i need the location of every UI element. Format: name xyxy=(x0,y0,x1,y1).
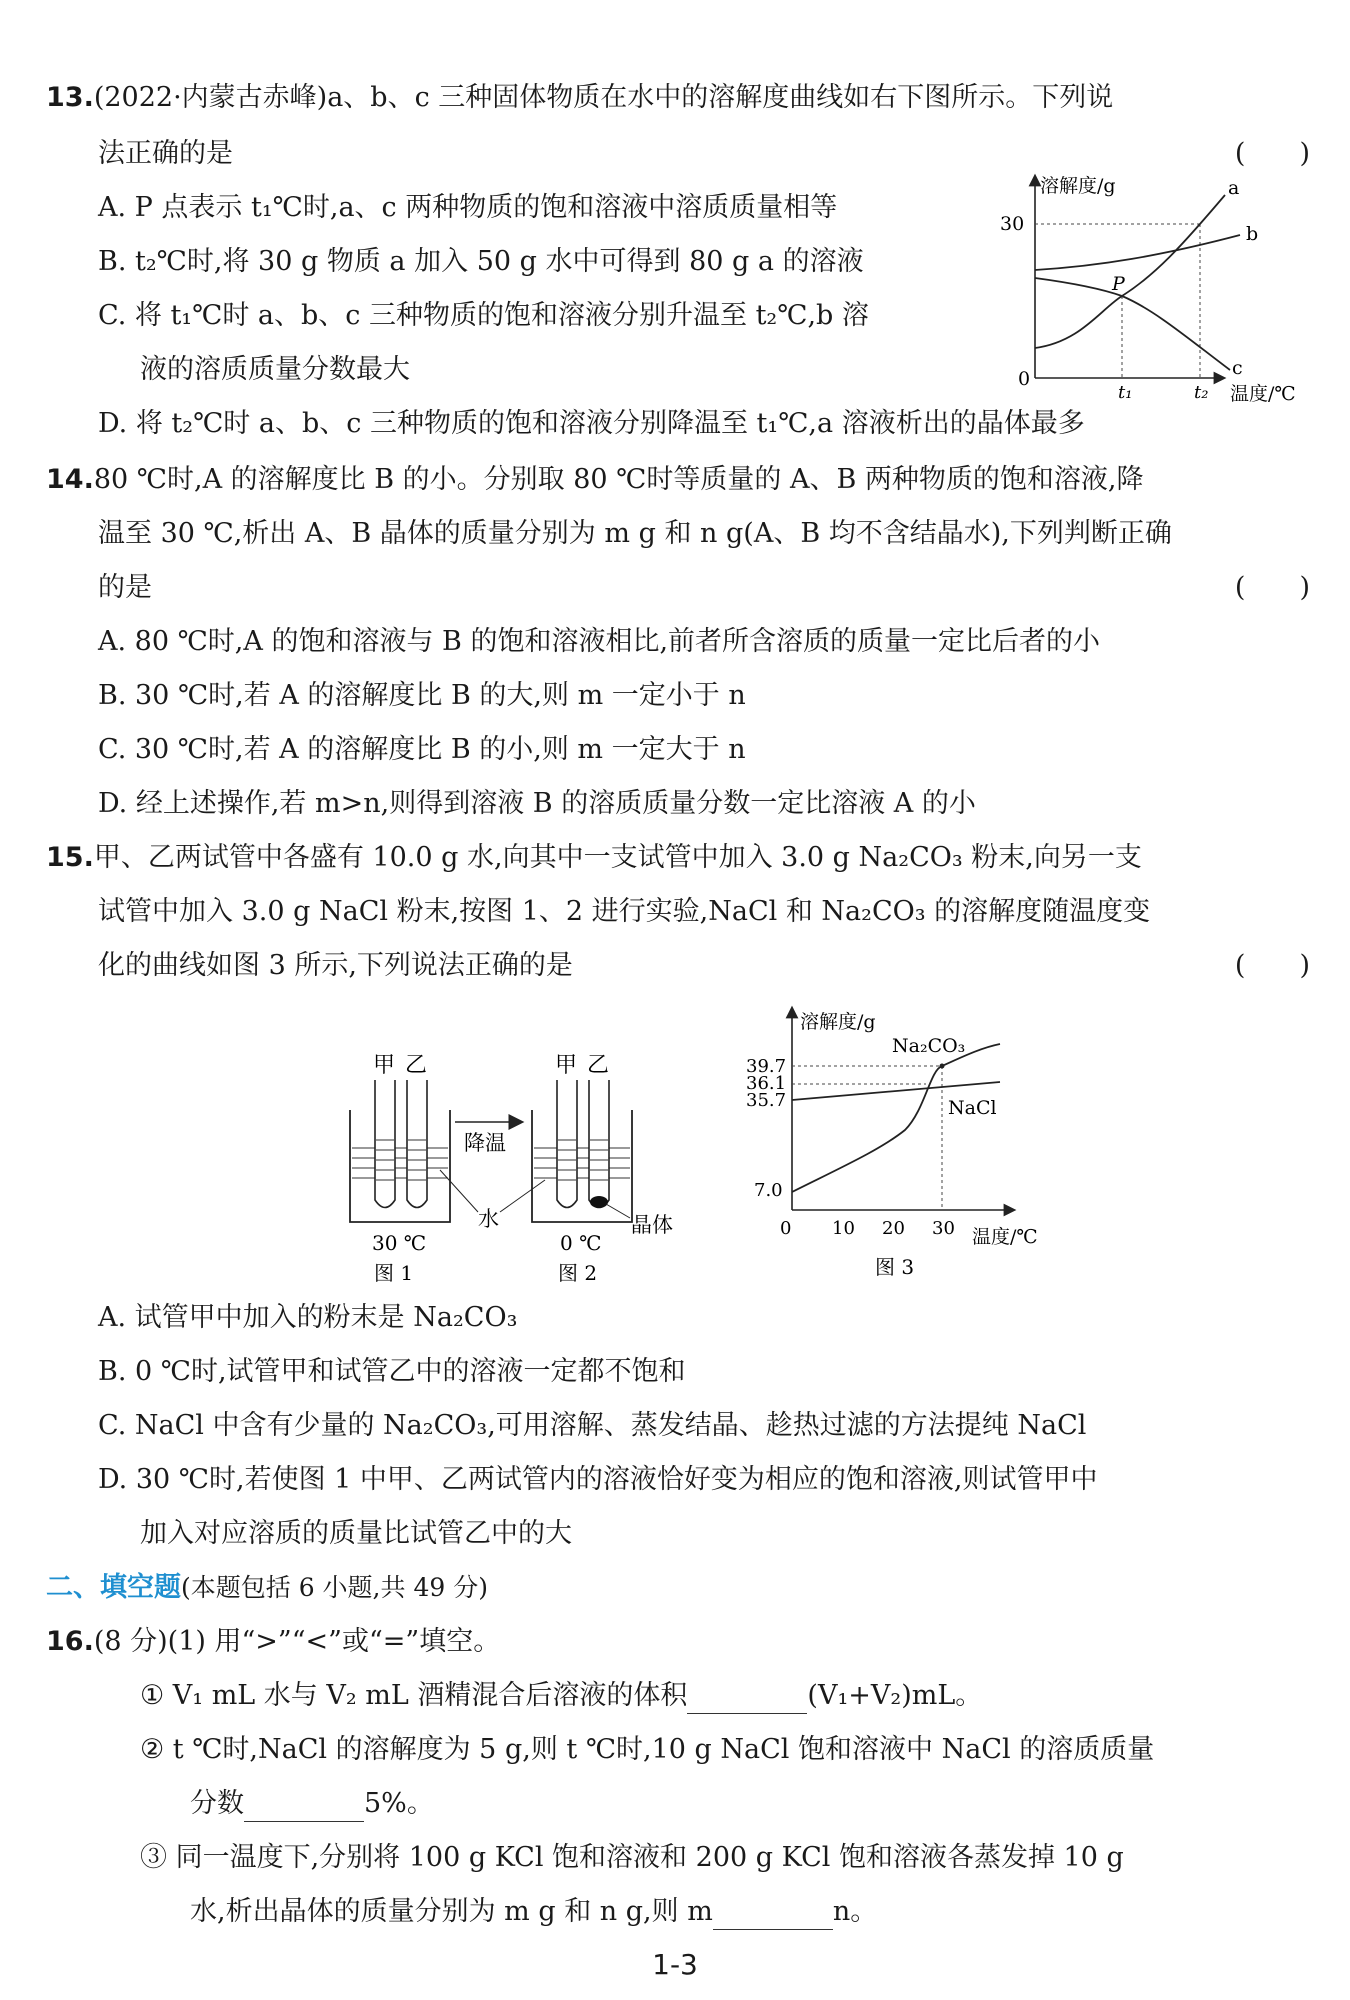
q16-item3-text: 水,析出晶体的质量分别为 m g 和 n g,则 m xyxy=(190,1896,713,1927)
q13-answer-paren: ( ) xyxy=(1234,138,1310,169)
q13-option-d: D. 将 t₂℃时 a、b、c 三种物质的饱和溶液分别降温至 t₁℃,a 溶液析出的晶体最多 xyxy=(98,408,1085,439)
q14-stem-line1 xyxy=(46,462,1143,498)
q13-curve-a-label: a xyxy=(1228,177,1240,199)
q16-stem-text: (8 分)(1) 用“>”“<”或“=”填空。 xyxy=(93,1626,501,1657)
q13-curve-b-label: b xyxy=(1246,223,1259,245)
fig3-y397: 39.7 xyxy=(746,1056,787,1077)
fig3-xlabel: 温度/℃ xyxy=(972,1226,1038,1248)
q15-number: 15. xyxy=(46,842,94,873)
section-fill-in-title xyxy=(46,1570,488,1606)
q13-curve-b xyxy=(1035,235,1240,270)
fig3-nacl-label: NaCl xyxy=(948,1097,997,1119)
q16-item2-label: 分数 xyxy=(190,1788,244,1819)
q13-stem-line1 xyxy=(46,80,1113,116)
q14-stem-text1: 80 ℃时,A 的溶解度比 B 的小。分别取 80 ℃时等质量的 A、B 两种物质的饱和溶液,降 xyxy=(93,464,1144,495)
q15-option-c: C. NaCl 中含有少量的 Na₂CO₃,可用溶解、蒸发结晶、趁热过滤的方法提纯 NaCl xyxy=(98,1410,1087,1441)
q16-number: 16. xyxy=(46,1626,94,1657)
q13-y30-label: 30 xyxy=(1000,213,1025,235)
q15-stem-line2: 试管中加入 3.0 g NaCl 粉末,按图 1、2 进行实验,NaCl 和 Na₂CO₃ 的溶解度随温度变 xyxy=(98,896,1151,927)
fig3-y357: 35.7 xyxy=(746,1090,787,1111)
q13-xlabel: 温度/℃ xyxy=(1230,383,1296,405)
q16-item2-tail: 5%。 xyxy=(364,1788,434,1819)
q15-option-b: B. 0 ℃时,试管甲和试管乙中的溶液一定都不饱和 xyxy=(98,1356,686,1387)
q15-answer-paren: ( ) xyxy=(1234,950,1310,981)
section-note: (本题包括 6 小题,共 49 分) xyxy=(181,1573,488,1602)
q13-t2-label: t₂ xyxy=(1194,382,1209,403)
q15-stem-line1 xyxy=(46,840,1142,876)
fig3-x20: 20 xyxy=(882,1218,905,1239)
q13-stem-line2: 法正确的是 xyxy=(98,138,233,169)
fig3-y70: 7.0 xyxy=(754,1180,783,1201)
fig1-caption: 图 1 xyxy=(374,1261,414,1285)
q13-option-b: B. t₂℃时,将 30 g 物质 a 加入 50 g 水中可得到 80 g a 的溶液 xyxy=(98,246,864,277)
q14-option-b: B. 30 ℃时,若 A 的溶解度比 B 的大,则 m 一定小于 n xyxy=(98,680,746,711)
q13-ylabel: 溶解度/g xyxy=(1040,175,1116,197)
fig3-x0: 0 xyxy=(780,1218,792,1239)
q13-stem-text1: (2022·内蒙古赤峰)a、b、c 三种固体物质在水中的溶解度曲线如右下图所示。下列说 xyxy=(93,82,1114,113)
q14-stem-line2: 温至 30 ℃,析出 A、B 晶体的质量分别为 m g 和 n g(A、B 均不含结晶水),下列判断正确 xyxy=(98,518,1172,549)
q16-item2-line1: ② t ℃时,NaCl 的溶解度为 5 g,则 t ℃时,10 g NaCl 饱和溶液中 NaCl 的溶质质量 xyxy=(140,1734,1155,1765)
q13-point-p: P xyxy=(1112,273,1125,295)
q13-curve-c xyxy=(1035,278,1230,370)
q16-item3-line2 xyxy=(190,1894,877,1930)
q13-option-c-line2: 液的溶质质量分数最大 xyxy=(140,354,410,385)
fig1-temp: 30 ℃ xyxy=(372,1231,427,1255)
q15-option-a: A. 试管甲中加入的粉末是 Na₂CO₃ xyxy=(98,1302,518,1333)
q15-option-d-line1: D. 30 ℃时,若使图 1 中甲、乙两试管内的溶液恰好变为相应的饱和溶液,则试管甲中 xyxy=(98,1464,1098,1495)
fig2-caption: 图 2 xyxy=(558,1261,598,1285)
fig2-label-jia: 甲 xyxy=(555,1053,578,1078)
beaker-1 xyxy=(350,1080,450,1222)
fig3-y361: 36.1 xyxy=(746,1073,787,1094)
q14-option-a: A. 80 ℃时,A 的饱和溶液与 B 的饱和溶液相比,前者所含溶质的质量一定比后者的小 xyxy=(98,626,1101,657)
q13-t1-label: t₁ xyxy=(1118,382,1133,403)
fig2-temp: 0 ℃ xyxy=(560,1231,602,1255)
q16-item1-text: ① V₁ mL 水与 V₂ mL 酒精混合后溶液的体积 xyxy=(140,1680,688,1711)
q15-stem-line3: 化的曲线如图 3 所示,下列说法正确的是 xyxy=(98,950,573,981)
fig2-label-yi: 乙 xyxy=(587,1053,610,1078)
crystal-deposit xyxy=(590,1196,608,1208)
q14-answer-paren: ( ) xyxy=(1234,572,1310,603)
q15-solubility-graph xyxy=(740,1000,1080,1290)
q14-option-c: C. 30 ℃时,若 A 的溶解度比 B 的小,则 m 一定大于 n xyxy=(98,734,746,765)
q14-number: 14. xyxy=(46,464,94,495)
beaker-2 xyxy=(532,1080,632,1222)
q16-blank-2[interactable] xyxy=(244,1795,364,1822)
page-number: 1-3 xyxy=(652,1948,698,1981)
q16-item2-line2 xyxy=(190,1786,434,1822)
q13-number: 13. xyxy=(46,82,94,113)
q14-option-d: D. 经上述操作,若 m>n,则得到溶液 B 的溶质质量分数一定比溶液 A 的小 xyxy=(98,788,976,819)
cooling-label: 降温 xyxy=(464,1131,506,1155)
q13-curve-c-label: c xyxy=(1232,357,1243,379)
q16-item3-tail: n。 xyxy=(832,1896,878,1927)
q14-stem-line3: 的是 xyxy=(98,572,152,603)
q13-curve-a xyxy=(1035,195,1225,348)
fig1-label-jia: 甲 xyxy=(373,1053,396,1078)
fig3-ylabel: 溶解度/g xyxy=(800,1011,876,1033)
q13-origin-label: 0 xyxy=(1018,368,1031,390)
q15-stem-text1: 甲、乙两试管中各盛有 10.0 g 水,向其中一支试管中加入 3.0 g Na₂CO₃ 粉末,向另一支 xyxy=(93,842,1142,873)
fig3-x10: 10 xyxy=(832,1218,855,1239)
fig3-x30: 30 xyxy=(932,1218,955,1239)
q16-stem xyxy=(46,1624,500,1660)
fig3-caption: 图 3 xyxy=(875,1255,915,1279)
q13-option-c-line1: C. 将 t₁℃时 a、b、c 三种物质的饱和溶液分别升温至 t₂℃,b 溶 xyxy=(98,300,869,331)
water-label: 水 xyxy=(478,1207,499,1231)
q15-option-d-line2: 加入对应溶质的质量比试管乙中的大 xyxy=(140,1518,572,1549)
fig1-label-yi: 乙 xyxy=(405,1053,428,1078)
q16-blank-3[interactable] xyxy=(713,1903,833,1930)
fig3-na2co3-label: Na₂CO₃ xyxy=(892,1035,966,1057)
q16-item1 xyxy=(140,1678,982,1714)
q13-option-a: A. P 点表示 t₁℃时,a、c 两种物质的饱和溶液中溶质质量相等 xyxy=(98,192,838,223)
section-title-text: 二、填空题 xyxy=(46,1572,181,1603)
q13-solubility-graph xyxy=(990,170,1320,410)
q16-blank-1[interactable] xyxy=(687,1687,807,1714)
q16-item3-line1: ③ 同一温度下,分别将 100 g KCl 饱和溶液和 200 g KCl 饱和溶液各蒸发掉 10 g xyxy=(140,1842,1124,1873)
q15-test-tube-figures xyxy=(340,1040,700,1290)
q16-item1-tail: (V₁+V₂)mL。 xyxy=(807,1680,983,1711)
crystal-label: 晶体 xyxy=(631,1213,673,1237)
